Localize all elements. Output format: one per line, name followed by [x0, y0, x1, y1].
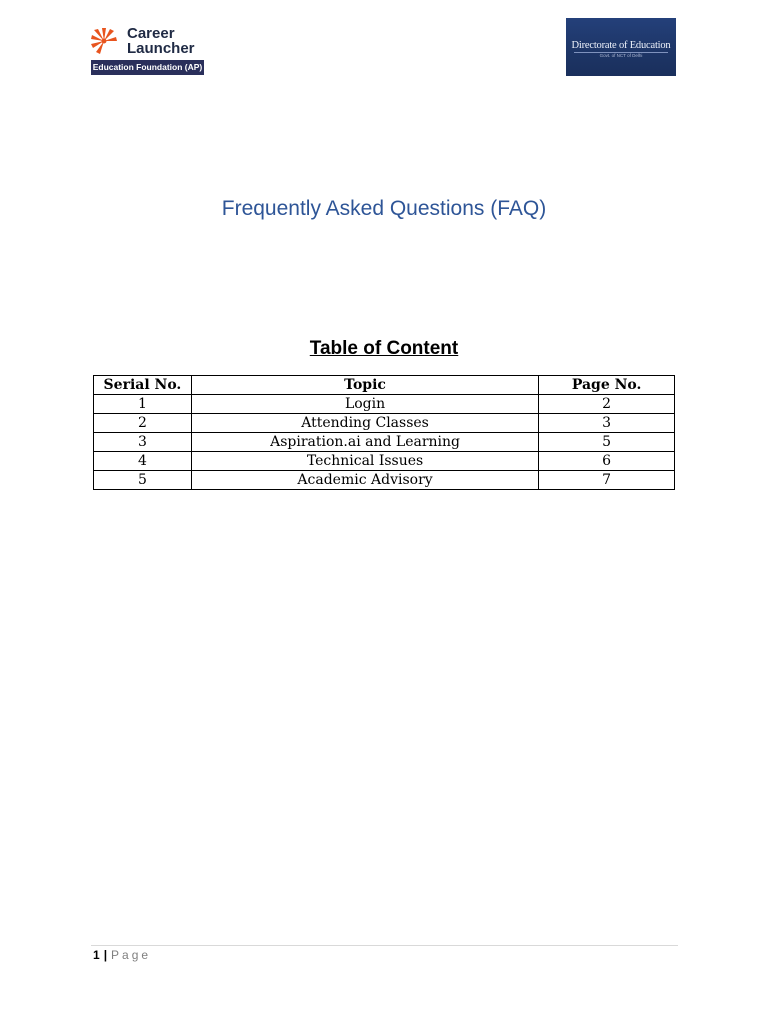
page-label: Page [111, 948, 152, 962]
serial-cell: 1 [94, 395, 192, 414]
logo-subtitle: Education Foundation (AP) [91, 60, 204, 75]
topic-cell: Technical Issues [191, 452, 538, 471]
table-row [94, 414, 675, 433]
page-footer [93, 948, 151, 962]
page-cell: 3 [539, 414, 675, 433]
topic-cell: Academic Advisory [191, 471, 538, 490]
topic-cell: Attending Classes [191, 414, 538, 433]
toc-table [93, 375, 675, 490]
page-number: 1 [93, 948, 100, 962]
serial-cell: 5 [94, 471, 192, 490]
serial-cell: 4 [94, 452, 192, 471]
directorate-of-education-logo [566, 18, 676, 76]
column-header-page: Page No. [539, 376, 675, 395]
page-cell: 6 [539, 452, 675, 471]
page-cell: 5 [539, 433, 675, 452]
serial-cell: 2 [94, 414, 192, 433]
logo-name: Career Launcher [127, 25, 195, 57]
page-cell: 7 [539, 471, 675, 490]
topic-cell: Aspiration.ai and Learning [191, 433, 538, 452]
table-row [94, 395, 675, 414]
footer-divider [91, 945, 678, 946]
sunburst-icon [91, 28, 117, 54]
column-header-serial: Serial No. [94, 376, 192, 395]
career-launcher-logo [91, 24, 205, 76]
topic-cell: Login [191, 395, 538, 414]
page-title: Frequently Asked Questions (FAQ) [221, 197, 547, 220]
table-row [94, 433, 675, 452]
page-cell: 2 [539, 395, 675, 414]
footer-separator: | [103, 948, 108, 962]
toc-heading: Table of Content [309, 338, 459, 359]
serial-cell: 3 [94, 433, 192, 452]
doe-logo-title: Directorate of Education [571, 40, 671, 51]
table-row [94, 471, 675, 490]
toc-header-row [94, 376, 675, 395]
column-header-topic: Topic [191, 376, 538, 395]
doe-logo-subtitle: Govt. of NCT of Delhi [599, 53, 643, 58]
table-row [94, 452, 675, 471]
